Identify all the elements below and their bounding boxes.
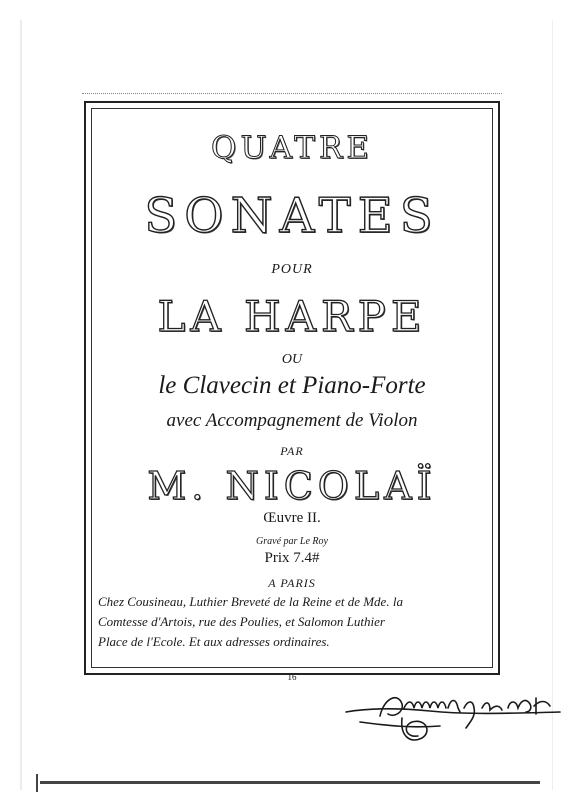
- title-la-harpe: LA HARPE: [157, 292, 427, 341]
- title-pour: POUR: [271, 262, 313, 277]
- scan-edge-right: [552, 20, 553, 790]
- scan-edge-left: [20, 20, 22, 790]
- title-quatre: QUATRE: [211, 130, 373, 166]
- accompaniment-line: avec Accompagnement de Violon: [166, 410, 418, 431]
- publisher-address-line-3: Place de l'Ecole. Et aux adresses ordinaires.: [98, 634, 330, 649]
- price-line: Prix 7.4#: [264, 550, 320, 566]
- ornament-rule: [82, 93, 502, 95]
- plate-number: 16: [287, 672, 297, 682]
- handwritten-signature: [340, 678, 566, 750]
- instruments-line: le Clavecin et Piano-Forte: [158, 372, 426, 399]
- publisher-address-line-2: Comtesse d'Artois, rue des Poulies, et Salomon Luthier: [98, 614, 385, 629]
- composer-name: M. NICOLAÏ: [147, 464, 437, 508]
- signature-flourish-icon: [340, 678, 566, 750]
- publisher-address-line-1: Chez Cousineau, Luthier Breveté de la Reine et de Mde. la: [98, 594, 403, 609]
- title-sonates: SONATES: [144, 188, 440, 244]
- city-line: A PARIS: [268, 576, 316, 590]
- opus-number: Œuvre II.: [263, 510, 321, 526]
- engraver-credit: Gravé par Le Roy: [256, 536, 328, 547]
- scan-edge-bottom: [40, 781, 540, 784]
- title-ou: OU: [281, 352, 303, 367]
- par-line: PAR: [280, 444, 304, 458]
- scan-edge-mark: [36, 774, 38, 792]
